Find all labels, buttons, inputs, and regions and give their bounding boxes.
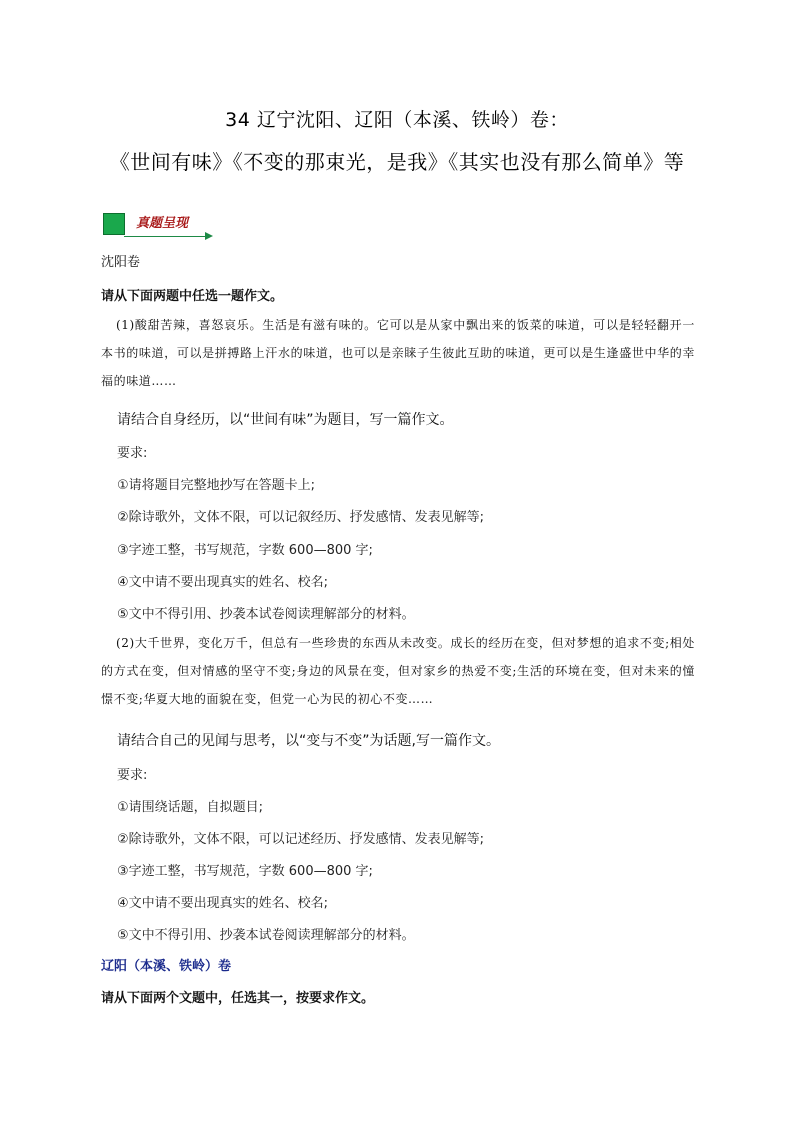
prompt-1-req-label: 要求: — [117, 446, 148, 461]
liaoyang-label — [101, 955, 231, 974]
prompt-2-req-label: 要求: — [117, 768, 148, 783]
prompt-1-text: (1)酸甜苦辣，喜怒哀乐。生活是有滋有味的。它可以是从家中飘出来的饭菜的味道，可以是轻轻翻开一本书的味道，可以是拼搏路上汗水的味道，也可以是亲睐子生彼此互助的味道，更可以是生逢盛世中华的幸福的味道…… — [101, 318, 695, 388]
shenyang-label: 沈阳卷 — [101, 255, 141, 270]
prompt-1-req-1: ①请将题目完整地抄写在答题卡上; — [117, 478, 316, 493]
prompt-2-req-5: ⑤文中不得引用、抄袭本试卷阅读理解部分的材料。 — [117, 928, 415, 943]
prompt-2-req-4: ④文中请不要出现真实的姓名、校名; — [117, 896, 329, 911]
prompt-1-req-5: ⑤文中不得引用、抄袭本试卷阅读理解部分的材料。 — [117, 607, 415, 622]
green-square-icon — [103, 213, 125, 235]
shenyang-instruction: 请从下面两题中任选一题作文。 — [101, 289, 284, 304]
prompt-2-text: (2)大千世界，变化万千，但总有一些珍贵的东西从未改变。成长的经历在变，但对梦想的追求不变;相处的方式在变，但对情感的坚守不变;身边的风景在变，但对家乡的热爱不变;生活的环境在变，但对未来的憧憬不变;华夏大地的面貌在变，但党一心为民的初心不变…… — [101, 636, 695, 706]
section-title: 真题呈现 — [136, 216, 189, 231]
prompt-1-req-2: ②除诗歌外，文体不限，可以记叙经历、抒发感情、发表见解等; — [117, 510, 485, 525]
liaoyang-label-mid: 本溪、铁岭 — [140, 959, 206, 974]
prompt-2-req-3: ③字迹工整，书写规范，字数 600—800 字; — [117, 864, 373, 879]
section-header — [103, 210, 223, 244]
document-title-line-2: 《世间有味》《不变的那束光，是我》《其实也没有那么简单》等 — [109, 150, 685, 174]
liaoyang-label-prefix: 辽阳（ — [101, 959, 141, 974]
prompt-1-req-4: ④文中请不要出现真实的姓名、校名; — [117, 575, 329, 590]
liaoyang-instruction: 请从下面两个文题中，任选其一，按要求作文。 — [101, 991, 375, 1006]
prompt-1-task: 请结合自身经历，以“世间有味”为题目，写一篇作文。 — [117, 412, 454, 428]
prompt-2-req-1: ①请围绕话题，自拟题目; — [117, 800, 264, 815]
prompt-2-task: 请结合自己的见闻与思考，以“变与不变”为话题,写一篇作文。 — [117, 733, 500, 749]
prompt-1-req-3: ③字迹工整，书写规范，字数 600—800 字; — [117, 543, 373, 558]
prompt-2-req-2: ②除诗歌外，文体不限，可以记述经历、抒发感情、发表见解等; — [117, 832, 485, 847]
arrow-right-icon — [205, 232, 213, 240]
arrow-line — [124, 236, 208, 237]
document-title-line-1: 34 辽宁沈阳、辽阳（本溪、铁岭）卷： — [225, 109, 569, 131]
liaoyang-label-suffix: ）卷 — [205, 959, 232, 974]
